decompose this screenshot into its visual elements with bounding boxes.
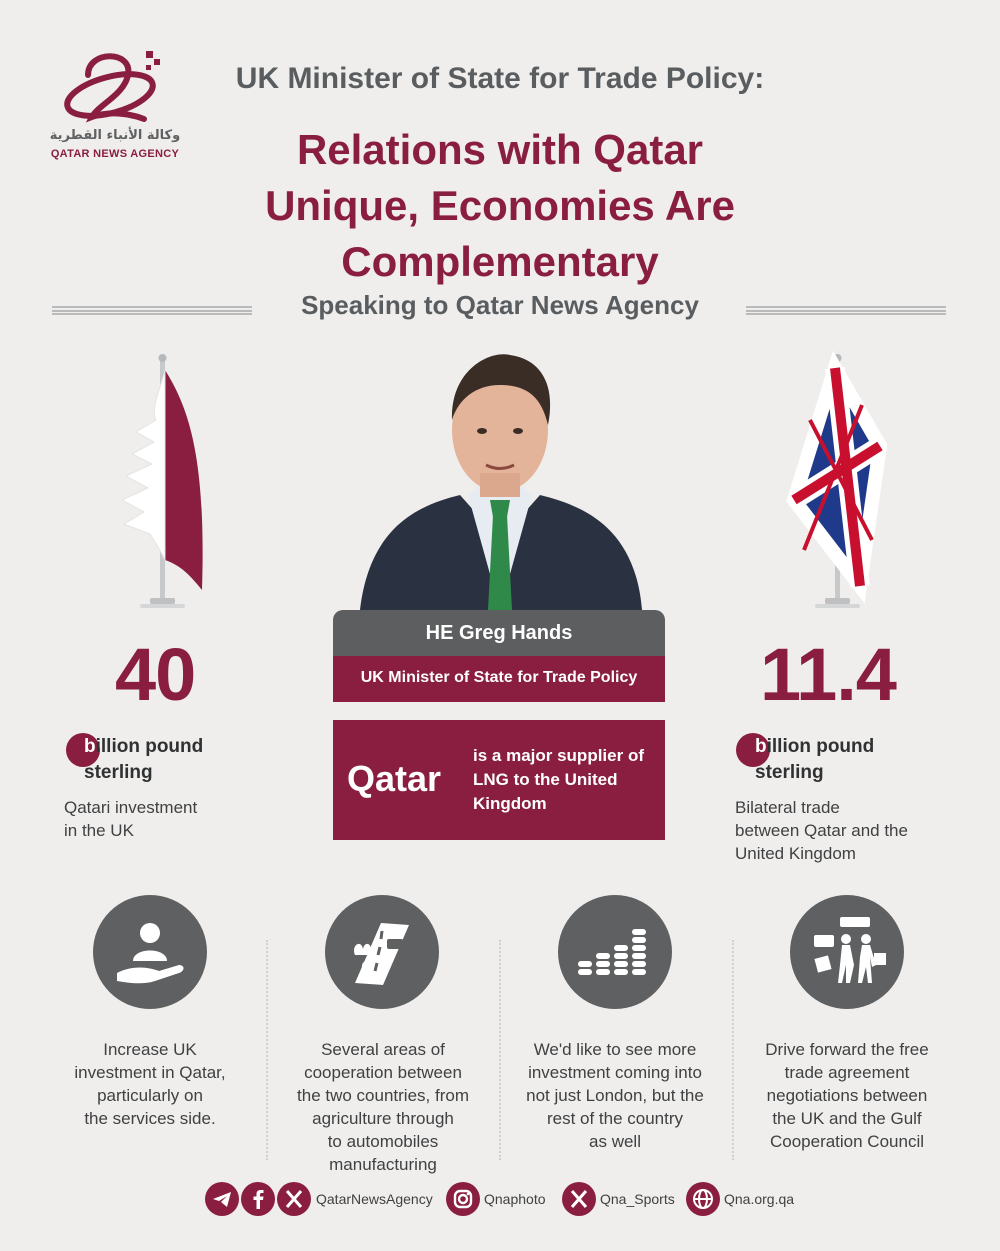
point-line: Cooperation Council	[769, 1132, 925, 1151]
website-link[interactable]: Qna.org.qa	[724, 1191, 795, 1207]
point-line: manufacturing	[329, 1155, 437, 1174]
point-line: to automobiles	[327, 1132, 439, 1151]
minister-photo	[350, 345, 650, 615]
point-line: as well	[589, 1132, 641, 1151]
instagram-icon[interactable]	[446, 1182, 480, 1216]
headline-line: Complementary	[341, 238, 659, 285]
point-text	[736, 1038, 958, 1153]
qna-logo	[48, 45, 188, 165]
column-divider	[732, 940, 734, 1160]
lng-fact-text: is a major supplier of LNG to the United Kingdom	[473, 746, 644, 813]
lng-fact-box	[333, 720, 665, 840]
point-line: Drive forward the free	[765, 1040, 929, 1059]
minister-title: UK Minister of State for Trade Policy	[333, 656, 665, 702]
unit-rest: illion pound	[766, 736, 875, 757]
stat-investment-unit	[84, 734, 264, 786]
point-line: rest of the country	[546, 1109, 684, 1128]
divider-right	[746, 306, 946, 315]
unit-initial: b	[755, 736, 767, 757]
point-line: agriculture through	[312, 1109, 454, 1128]
point-line: the two countries, from	[297, 1086, 469, 1105]
stat-trade-value: 11.4	[760, 633, 896, 716]
point-line: investment coming into	[528, 1063, 702, 1082]
facebook-icon[interactable]	[241, 1182, 275, 1216]
unit-line2: sterling	[755, 762, 824, 783]
telegram-icon[interactable]	[205, 1182, 239, 1216]
headline-line: Relations with Qatar	[296, 126, 704, 173]
unit-rest: illion pound	[95, 736, 204, 757]
point-line: the UK and the Gulf	[772, 1109, 922, 1128]
subhead: Speaking to Qatar News Agency	[301, 290, 699, 320]
unit-line2: sterling	[84, 762, 153, 783]
divider-left	[52, 306, 252, 315]
handle-x-sports[interactable]: Qna_Sports	[600, 1191, 675, 1207]
headline	[200, 122, 800, 290]
stat-investment-description	[64, 796, 264, 842]
point-line: particularly on	[97, 1086, 203, 1105]
point-line: Increase UK	[103, 1040, 197, 1059]
stat-investment-value: 40	[115, 633, 196, 716]
logo-name-english: QATAR NEWS AGENCY	[50, 148, 180, 160]
trade-logistics-icon	[790, 895, 904, 1009]
point-line: Several areas of	[321, 1040, 445, 1059]
hand-person-icon	[93, 895, 207, 1009]
desc-line: United Kingdom	[735, 844, 856, 863]
handle-qna[interactable]: QatarNewsAgency	[316, 1191, 433, 1207]
globe-icon[interactable]	[686, 1182, 720, 1216]
desc-line: Bilateral trade	[735, 798, 840, 817]
x-icon[interactable]	[562, 1182, 596, 1216]
stat-trade-description	[735, 796, 965, 865]
column-divider	[499, 940, 501, 1160]
point-line: We'd like to see more	[533, 1040, 697, 1059]
lng-fact-country: Qatar	[347, 758, 442, 799]
coins-stack-icon	[558, 895, 672, 1009]
desc-line: between Qatar and the	[735, 821, 908, 840]
point-text	[40, 1038, 260, 1130]
column-divider	[266, 940, 268, 1160]
point-line: negotiations between	[766, 1086, 928, 1105]
x-icon[interactable]	[277, 1182, 311, 1216]
point-text	[272, 1038, 494, 1176]
point-line: trade agreement	[784, 1063, 910, 1082]
headline-line: Unique, Economies Are	[265, 182, 735, 229]
point-text	[504, 1038, 726, 1153]
uk-flag-icon	[780, 350, 890, 615]
unit-initial: b	[84, 736, 96, 757]
point-line: cooperation between	[304, 1063, 462, 1082]
minister-name: HE Greg Hands	[333, 610, 665, 656]
qatar-flag-icon	[110, 350, 220, 615]
road-agriculture-icon	[325, 895, 439, 1009]
logo-name-arabic: وكالة الأنباء القطرية	[49, 128, 181, 143]
handle-instagram[interactable]: Qnaphoto	[484, 1191, 546, 1207]
desc-line: in the UK	[64, 821, 134, 840]
header-kicker: UK Minister of State for Trade Policy:	[235, 62, 765, 95]
point-line: investment in Qatar,	[74, 1063, 226, 1082]
point-line: the services side.	[84, 1109, 216, 1128]
stat-trade-unit	[755, 734, 935, 786]
desc-line: Qatari investment	[64, 798, 198, 817]
point-line: not just London, but the	[526, 1086, 704, 1105]
